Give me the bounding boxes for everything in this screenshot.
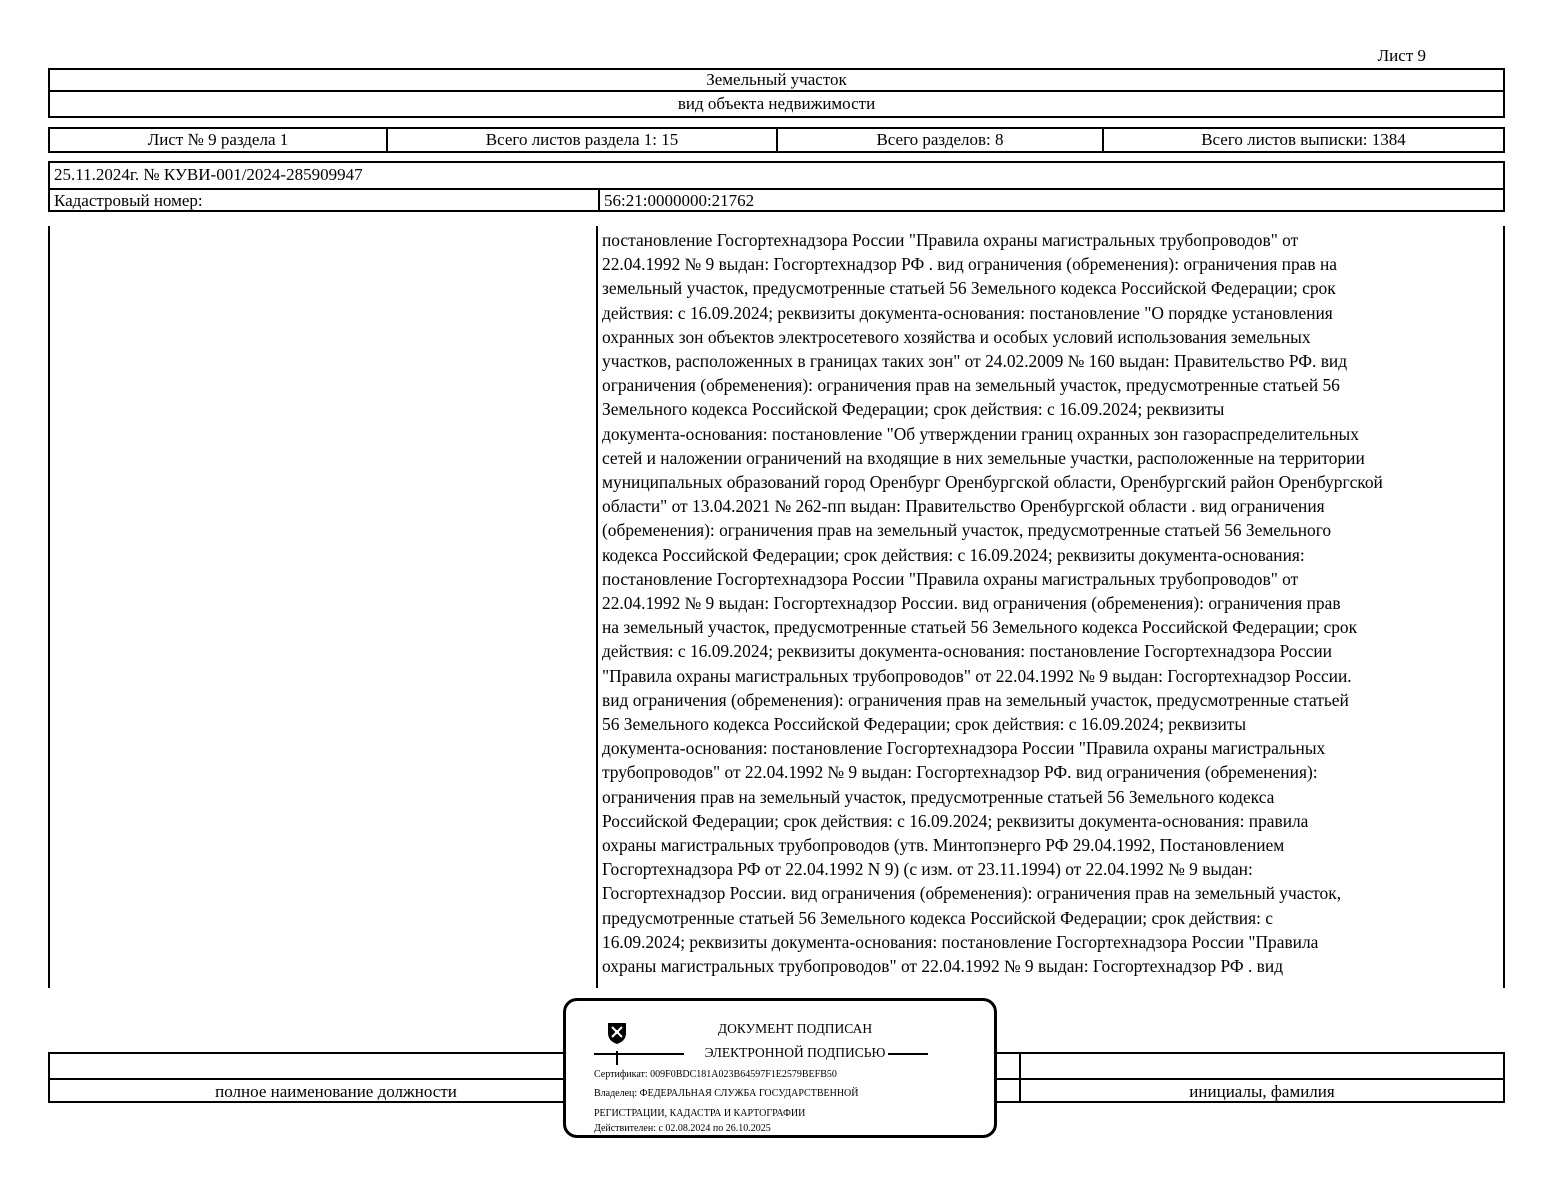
total-sections: Всего разделов: 8 (778, 129, 1104, 151)
sheet-stats-row (48, 127, 1505, 153)
text-line: Госгортехнадзора РФ от 22.04.1992 N 9) (с изм. от 23.11.1994) от 22.04.1992 № 9 выдан: (602, 859, 1253, 880)
electronic-signature-stamp (563, 998, 997, 1138)
stamp-valid: Действителен: с 02.08.2024 по 26.10.2025 (594, 1123, 771, 1134)
stamp-certificate: Сертификат: 009F0BDC181A023B64597F1E2579BEFB50 (594, 1069, 837, 1080)
text-line: ограничения (обременения): ограничения прав на земельный участок, предусмотренные статьей 56 (602, 375, 1340, 396)
sheet-in-section: Лист № 9 раздела 1 (50, 129, 388, 151)
stamp-title-line2: ЭЛЕКТРОННОЙ ПОДПИСЬЮ (704, 1045, 886, 1060)
column-divider (596, 226, 598, 988)
text-line: области" от 13.04.2021 № 262-пп выдан: Правительство Оренбургской области . вид ограничения (602, 496, 1325, 517)
text-line: Земельного кодекса Российской Федерации; срок действия: с 16.09.2024; реквизиты (602, 399, 1225, 420)
restrictions-text (602, 228, 1492, 978)
object-type-text: Земельный участок (706, 70, 847, 89)
cadastral-number-label: Кадастровый номер: (54, 191, 203, 210)
position-caption: полное наименование должности (215, 1082, 457, 1101)
text-line: предусмотренные статьей 56 Земельного кодекса Российской Федерации; срок действия: с (602, 907, 1273, 928)
text-line: постановление Госгортехнадзора России "Правила охраны магистральных трубопроводов" от (602, 230, 1299, 250)
text-line: кодекса Российской Федерации; срок действия: с 16.09.2024; реквизиты документа-основания: (602, 544, 1305, 565)
text-line: документа-основания: постановление Госгортехнадзора России "Правила охраны магистральных (602, 738, 1326, 759)
text-line: 16.09.2024; реквизиты документа-основания: постановление Госгортехнадзора России "Правила (602, 931, 1319, 952)
text-line: постановление Госгортехнадзора России "Правила охраны магистральных трубопроводов" от (602, 568, 1299, 589)
text-line: участков, расположенных в границах таких зон" от 24.02.2009 № 160 выдан: Правительство РФ. вид (602, 351, 1348, 372)
text-line: сетей и наложении ограничений на входящие в них земельные участки, расположенные на территории (602, 447, 1365, 468)
text-line: муниципальных образований город Оренбург Оренбургской области, Оренбургский район Оренбургской (602, 472, 1383, 493)
cadastral-number-value: 56:21:0000000:21762 (604, 191, 755, 210)
sheet-number: Лист 9 (1377, 46, 1426, 65)
text-line: документа-основания: постановление "Об утверждении границ охранных зон газораспределительных (602, 423, 1359, 444)
text-line: действия: с 16.09.2024; реквизиты документа-основания: постановление Госгортехнадзора России (602, 641, 1332, 662)
text-line: трубопроводов" от 22.04.1992 № 9 выдан: Госгортехнадзор РФ. вид ограничения (обременения): (602, 762, 1318, 783)
object-type-caption-text: вид объекта недвижимости (677, 94, 876, 113)
extract-meta (48, 161, 1505, 212)
text-line: охраны магистральных трубопроводов" от 22.04.1992 № 9 выдан: Госгортехнадзор РФ . вид (602, 956, 1284, 977)
text-line: "Правила охраны магистральных трубопроводов" от 22.04.1992 № 9 выдан: Госгортехнадзор России. (602, 665, 1352, 686)
text-line: действия: с 16.09.2024; реквизиты документа-основания: постановление "О порядке установления (602, 302, 1333, 323)
name-caption: инициалы, фамилия (1189, 1082, 1335, 1101)
total-sheets-section: Всего листов раздела 1: 15 (388, 129, 778, 151)
text-line: 22.04.1992 № 9 выдан: Госгортехнадзор РФ . вид ограничения (обременения): ограничения прав на (602, 254, 1337, 275)
extract-date-number: 25.11.2024г. № КУВИ-001/2024-285909947 (54, 165, 363, 184)
text-line: Госгортехнадзор России. вид ограничения (обременения): ограничения прав на земельный участок, (602, 883, 1342, 904)
text-line: на земельный участок, предусмотренные статьей 56 Земельного кодекса Российской Федерации; срок (602, 617, 1358, 638)
stamp-owner-line1: Владелец: ФЕДЕРАЛЬНАЯ СЛУЖБА ГОСУДАРСТВЕННОЙ (594, 1088, 859, 1099)
text-line: (обременения): ограничения прав на земельный участок, предусмотренные статьей 56 Земельного (602, 520, 1332, 541)
text-line: ограничения прав на земельный участок, предусмотренные статьей 56 Земельного кодекса (602, 786, 1275, 807)
stamp-owner-line2: РЕГИСТРАЦИИ, КАДАСТРА И КАРТОГРАФИИ (594, 1108, 806, 1119)
object-type (48, 68, 1505, 92)
text-line: 22.04.1992 № 9 выдан: Госгортехнадзор России. вид ограничения (обременения): ограничения прав (602, 593, 1341, 614)
text-line: земельный участок, предусмотренные статьей 56 Земельного кодекса Российской Федерации; срок (602, 278, 1336, 299)
right-border (1503, 226, 1505, 988)
text-line: охраны магистральных трубопроводов (утв. Минтопэнерго РФ 29.04.1992, Постановлением (602, 835, 1285, 856)
text-line: охранных зон объектов электросетевого хозяйства и особых условий использования земельных (602, 326, 1311, 347)
left-border (48, 226, 50, 988)
stamp-title-line1: ДОКУМЕНТ ПОДПИСАН (717, 1021, 873, 1036)
text-line: вид ограничения (обременения): ограничения прав на земельный участок, предусмотренные статьей (602, 689, 1349, 710)
text-line: Российской Федерации; срок действия: с 16.09.2024; реквизиты документа-основания: правила (602, 810, 1309, 831)
object-type-caption (48, 92, 1505, 118)
text-line: 56 Земельного кодекса Российской Федерации; срок действия: с 16.09.2024; реквизиты (602, 714, 1247, 735)
total-sheets-extract: Всего листов выписки: 1384 (1201, 130, 1406, 149)
